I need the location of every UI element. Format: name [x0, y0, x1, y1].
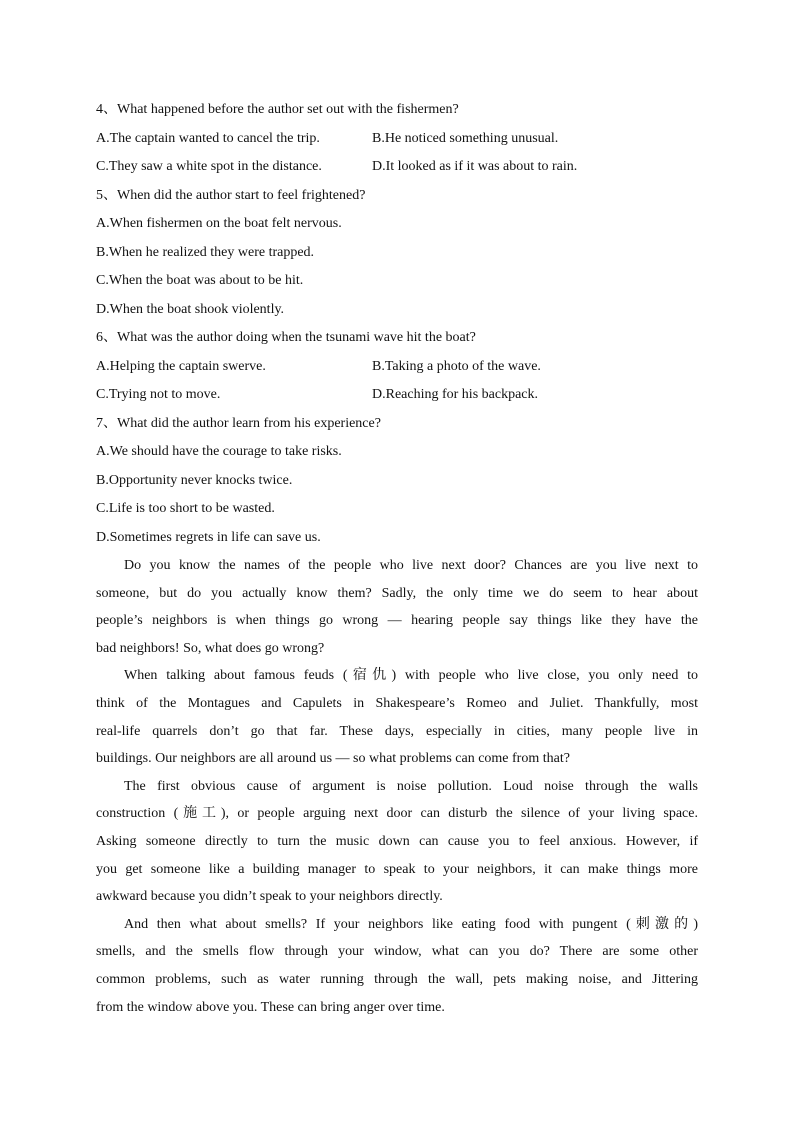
passage-line: And then what about smells? If your neighbors like eating food with pungent (刺激的): [124, 916, 698, 932]
option-a: A.Helping the captain swerve.: [96, 358, 266, 374]
passage-line: you get someone like a building manager to speak to your neighbors, it can make things more: [96, 861, 698, 877]
option-b: B.Taking a photo of the wave.: [372, 358, 541, 374]
option-row: [96, 381, 698, 410]
passage-line: awkward because you didn’t speak to your neighbors directly.: [96, 889, 443, 905]
passage-line: someone, but do you actually know them? Sadly, the only time we do seem to hear about: [96, 585, 698, 601]
option-d: D.It looked as if it was about to rain.: [372, 159, 578, 174]
option-c: C.Life is too short to be wasted.: [96, 501, 275, 516]
option-d: D.Sometimes regrets in life can save us.: [96, 529, 321, 545]
passage-line: think of the Montagues and Capulets in Shakespeare’s Romeo and Juliet. Thankfully, most: [96, 695, 698, 711]
passage-line: people’s neighbors is when things go wrong — hearing people say things like they have the: [96, 613, 698, 629]
passage-line: smells, and the smells flow through your window, what can you do? There are some other: [96, 944, 698, 960]
passage-line: buildings. Our neighbors are all around us — so what problems can come from that?: [96, 751, 570, 767]
option-row: [96, 153, 698, 182]
option-a: A.When fishermen on the boat felt nervous.: [96, 216, 342, 231]
option-b: B.He noticed something unusual.: [372, 130, 559, 146]
passage-line: construction (施工), or people arguing next door can disturb the silence of your living space.: [96, 806, 698, 822]
option-d: D.Reaching for his backpack.: [372, 387, 538, 402]
passage-line: from the window above you. These can bring anger over time.: [96, 999, 445, 1015]
option-b: B.Opportunity never knocks twice.: [96, 472, 293, 488]
document-content: [96, 96, 698, 1021]
question-5: [96, 182, 698, 325]
option-c: C.They saw a white spot in the distance.: [96, 159, 322, 174]
question-stem: 6、What was the author doing when the tsunami wave hit the boat?: [96, 330, 476, 345]
passage-paragraph-2: [96, 662, 698, 772]
option-row: [96, 125, 698, 154]
passage-paragraph-1: [96, 552, 698, 662]
question-7: [96, 410, 698, 553]
question-4: [96, 96, 698, 182]
passage-line: When talking about famous feuds (宿仇) with people who live close, you only need to: [124, 668, 698, 684]
passage-paragraph-3: [96, 773, 698, 911]
option-c: C.When the boat was about to be hit.: [96, 273, 304, 288]
passage-line: bad neighbors! So, what does go wrong?: [96, 640, 325, 656]
reading-passage: [96, 552, 698, 1021]
question-6: [96, 324, 698, 410]
option-b: B.When he realized they were trapped.: [96, 244, 315, 260]
option-c: C.Trying not to move.: [96, 387, 221, 402]
option-a: A.The captain wanted to cancel the trip.: [96, 130, 320, 146]
passage-line: Asking someone directly to turn the music down can cause you to feel anxious. However, if: [96, 833, 698, 849]
question-stem: 7、What did the author learn from his experience?: [96, 415, 381, 431]
passage-line: common problems, such as water running through the wall, pets making noise, and Jittering: [96, 971, 698, 987]
question-stem: 4、What happened before the author set out with the fishermen?: [96, 102, 459, 117]
question-stem: 5、When did the author start to feel frightened?: [96, 187, 366, 203]
option-a: A.We should have the courage to take risks.: [96, 444, 342, 459]
option-row: [96, 353, 698, 382]
passage-line: real-life quarrels don’t go that far. These days, especially in cities, many people live in: [96, 723, 698, 739]
passage-line: Do you know the names of the people who live next door? Chances are you live next to: [124, 558, 698, 573]
passage-line: The first obvious cause of argument is noise pollution. Loud noise through the walls: [124, 778, 698, 794]
option-d: D.When the boat shook violently.: [96, 301, 285, 317]
passage-paragraph-4: [96, 911, 698, 1021]
